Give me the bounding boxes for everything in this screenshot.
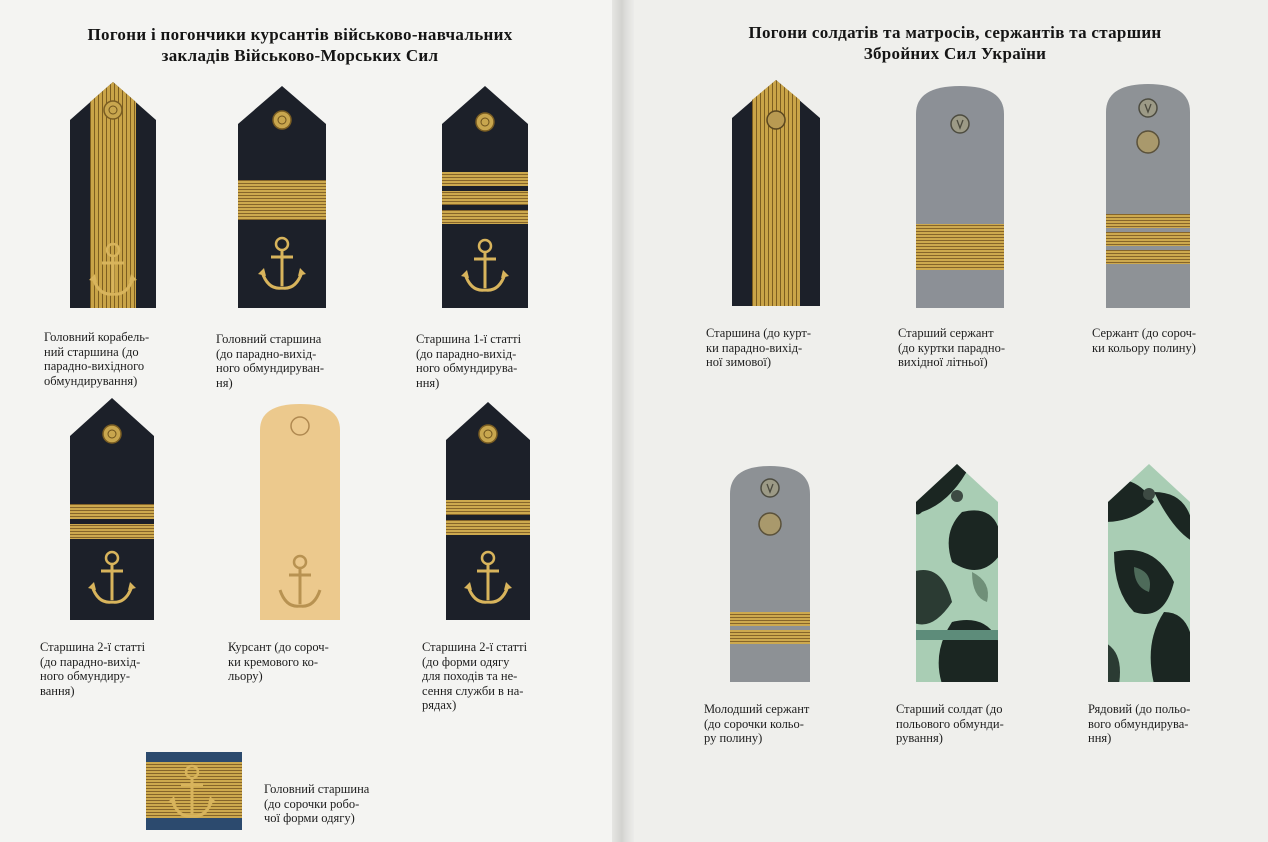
shoulder-board-starshyna <box>728 78 824 308</box>
caption-petty-officer-2nd-class-field: Старшина 2-ї статті (до форми одягу для походів та не- сення служби в на- рядах) <box>422 640 528 712</box>
shoulder-board-private <box>1104 462 1194 684</box>
shoulder-board-chief-petty-officer <box>234 84 330 310</box>
left-page-title: Погони і погончики курсантів військово-навчальних закладів Військово-Морських Сил <box>87 25 513 65</box>
shoulder-board-petty-officer-2nd-class-field <box>442 400 534 622</box>
right-page-title: Погони солдатів та матросів, сержантів та старшин Збройних Сил України <box>748 23 1162 63</box>
caption-sergeant: Сержант (до сороч- ки кольору полину) <box>1092 326 1197 355</box>
caption-chief-petty-officer-work: Головний старшина (до сорочки робо- чої форми одягу) <box>264 782 370 825</box>
sleeve-patch-chief-petty-officer <box>146 752 242 830</box>
shoulder-board-junior-sergeant <box>726 464 814 684</box>
shoulder-board-senior-soldier <box>912 462 1002 684</box>
shoulder-board-petty-officer-2nd-class <box>66 396 158 622</box>
shoulder-board-cadet <box>256 402 344 622</box>
shoulder-board-chief-ship-petty-officer <box>66 80 160 310</box>
caption-senior-sergeant: Старший сержант (до куртки парадно- вихідної літньої) <box>898 326 1005 369</box>
caption-private: Рядовий (до польо- вого обмундирува- ння) <box>1088 702 1191 745</box>
shoulder-board-senior-sergeant <box>912 84 1008 310</box>
shoulder-board-petty-officer-1st-class <box>438 84 532 310</box>
caption-chief-ship-petty-officer: Головний корабель- ний старшина (до парадно-вихідного обмундирування) <box>44 330 150 388</box>
caption-starshyna: Старшина (до курт- ки парадно-вихід- ної зимової) <box>706 326 812 369</box>
caption-senior-soldier: Старший солдат (до польового обмунди- рування) <box>896 702 1004 745</box>
caption-petty-officer-2nd-class-parade: Старшина 2-ї статті (до парадно-вихід- ного обмундиру- вання) <box>40 640 146 698</box>
shoulder-board-sergeant <box>1102 82 1194 310</box>
caption-junior-sergeant: Молодший сержант (до сорочки кольо- ру полину) <box>704 702 810 745</box>
book-gutter <box>612 0 634 842</box>
caption-cadet: Курсант (до сороч- ки кремового ко- льору) <box>228 640 329 683</box>
caption-chief-petty-officer: Головний старшина (до парадно-вихід- ного обмундируван- ня) <box>216 332 324 390</box>
caption-petty-officer-1st-class: Старшина 1-ї статті (до парадно-вихід- ного обмундирува- ння) <box>416 332 522 390</box>
